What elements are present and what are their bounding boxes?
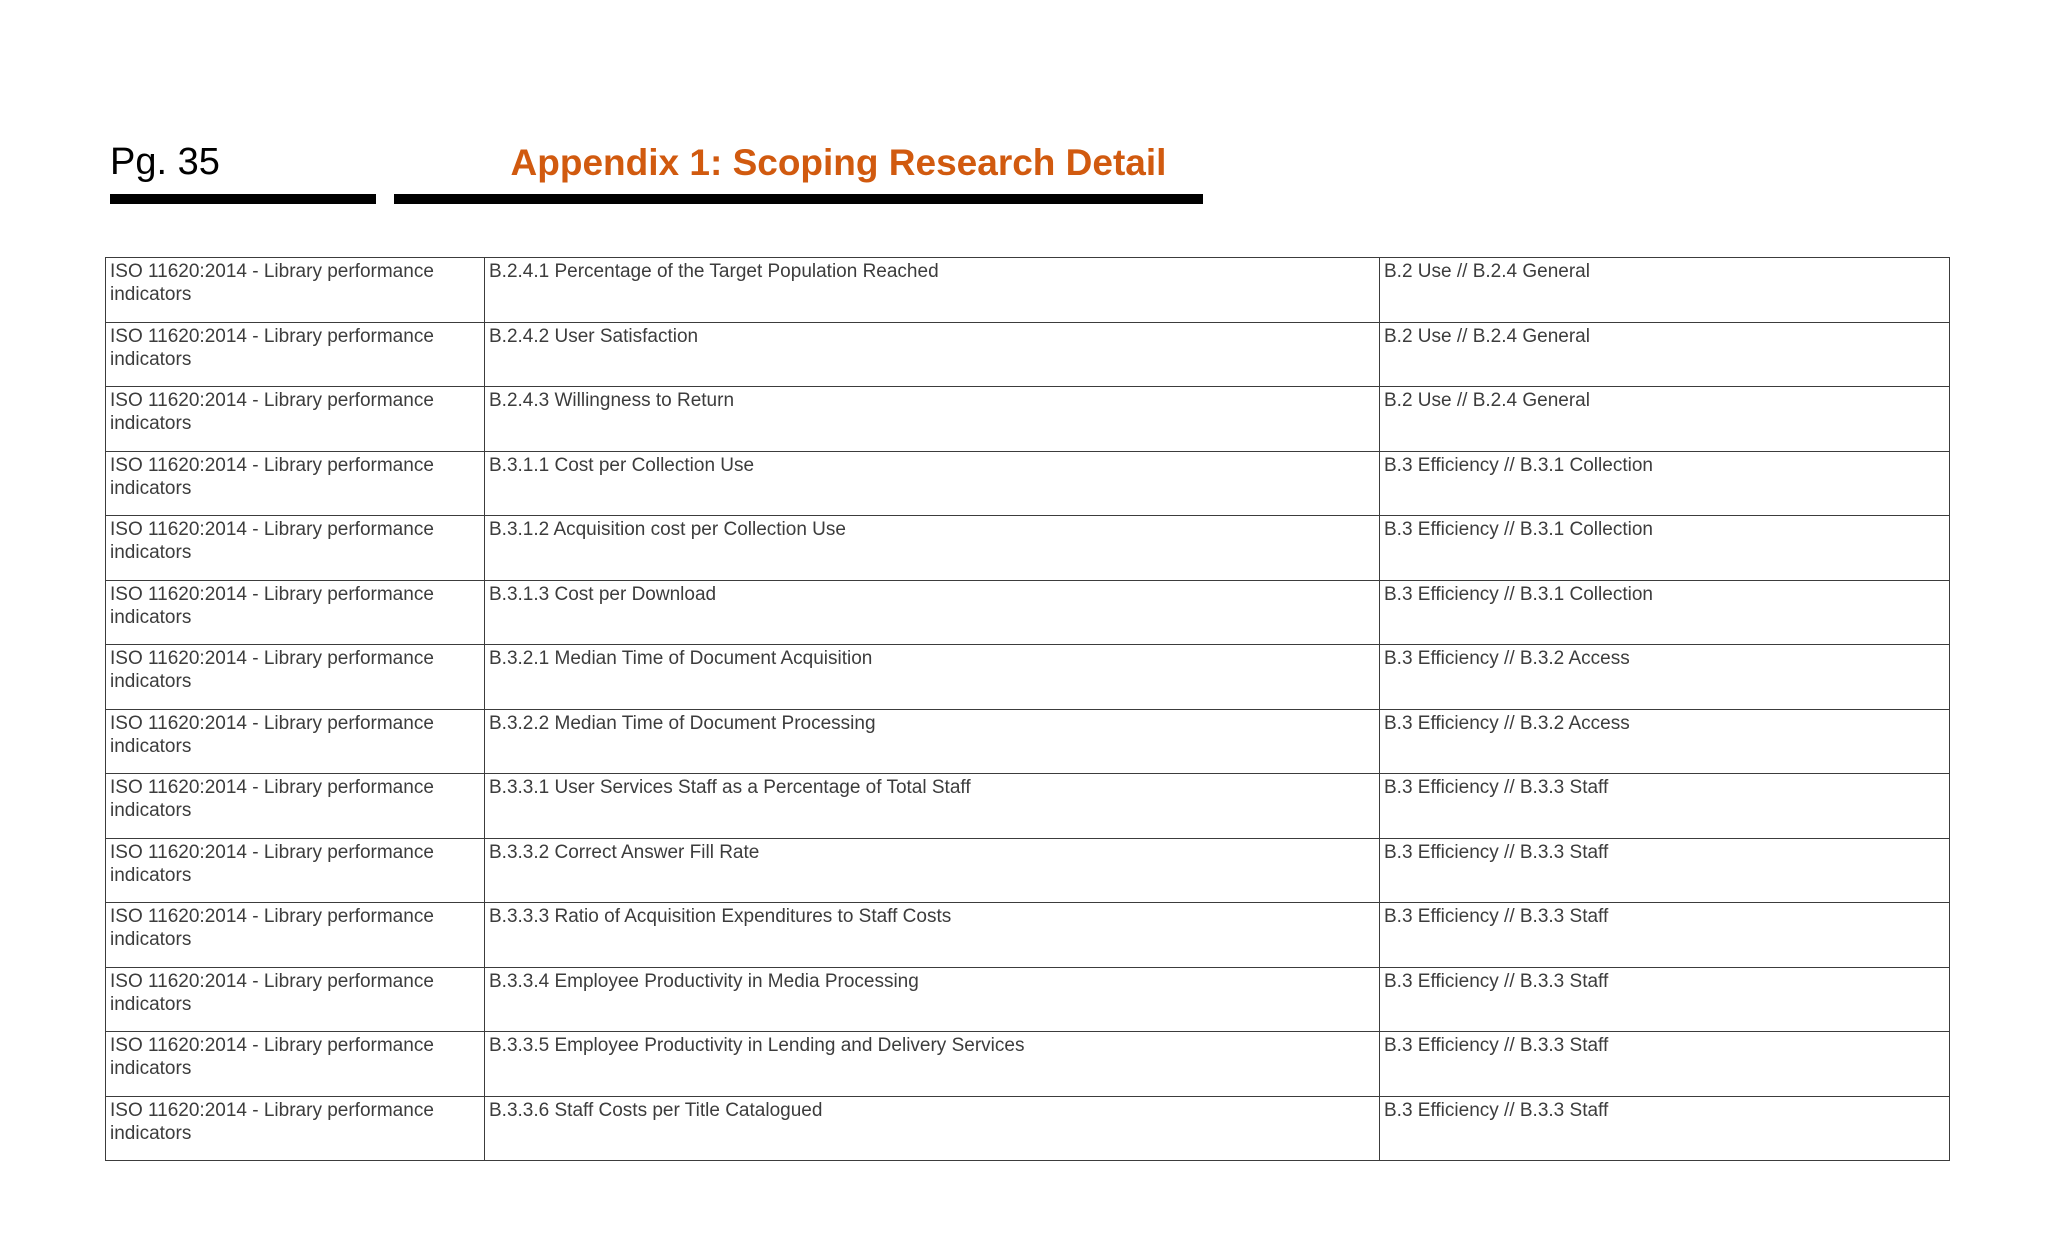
table-cell-source: ISO 11620:2014 - Library performance indicators xyxy=(106,322,485,387)
table-cell-category: B.2 Use // B.2.4 General xyxy=(1380,387,1950,452)
table-row xyxy=(106,387,1950,452)
table-cell-indicator: B.3.3.3 Ratio of Acquisition Expenditures to Staff Costs xyxy=(485,903,1380,968)
table-cell-category: B.3 Efficiency // B.3.3 Staff xyxy=(1380,1032,1950,1097)
table-row xyxy=(106,838,1950,903)
table-cell-source: ISO 11620:2014 - Library performance indicators xyxy=(106,967,485,1032)
indicator-table xyxy=(105,257,1950,1161)
table-cell-source: ISO 11620:2014 - Library performance indicators xyxy=(106,1032,485,1097)
table-cell-indicator: B.2.4.2 User Satisfaction xyxy=(485,322,1380,387)
table-cell-indicator: B.3.3.5 Employee Productivity in Lending and Delivery Services xyxy=(485,1032,1380,1097)
table-cell-source: ISO 11620:2014 - Library performance indicators xyxy=(106,903,485,968)
table-cell-source: ISO 11620:2014 - Library performance indicators xyxy=(106,451,485,516)
table-cell-category: B.3 Efficiency // B.3.3 Staff xyxy=(1380,838,1950,903)
table-cell-indicator: B.3.2.1 Median Time of Document Acquisition xyxy=(485,645,1380,710)
table-row xyxy=(106,645,1950,710)
table-cell-category: B.3 Efficiency // B.3.1 Collection xyxy=(1380,516,1950,581)
table-cell-source: ISO 11620:2014 - Library performance indicators xyxy=(106,1096,485,1161)
table-cell-source: ISO 11620:2014 - Library performance indicators xyxy=(106,387,485,452)
table-cell-source: ISO 11620:2014 - Library performance indicators xyxy=(106,645,485,710)
table-cell-category: B.3 Efficiency // B.3.3 Staff xyxy=(1380,1096,1950,1161)
table-row xyxy=(106,322,1950,387)
table-cell-category: B.2 Use // B.2.4 General xyxy=(1380,258,1950,323)
table-row xyxy=(106,1032,1950,1097)
table-cell-indicator: B.3.3.1 User Services Staff as a Percentage of Total Staff xyxy=(485,774,1380,839)
table-cell-indicator: B.3.3.4 Employee Productivity in Media Processing xyxy=(485,967,1380,1032)
table-cell-indicator: B.3.1.1 Cost per Collection Use xyxy=(485,451,1380,516)
table-row xyxy=(106,451,1950,516)
table-body xyxy=(106,258,1950,1161)
table-row xyxy=(106,516,1950,581)
table-cell-source: ISO 11620:2014 - Library performance indicators xyxy=(106,258,485,323)
table-cell-indicator: B.3.3.6 Staff Costs per Title Catalogued xyxy=(485,1096,1380,1161)
table-cell-category: B.3 Efficiency // B.3.3 Staff xyxy=(1380,967,1950,1032)
table-cell-category: B.3 Efficiency // B.3.2 Access xyxy=(1380,709,1950,774)
header-rule-left xyxy=(110,194,376,204)
table-cell-indicator: B.3.1.3 Cost per Download xyxy=(485,580,1380,645)
table-row xyxy=(106,967,1950,1032)
indicator-table-wrapper xyxy=(105,257,1949,1161)
table-cell-indicator: B.2.4.3 Willingness to Return xyxy=(485,387,1380,452)
table-cell-category: B.3 Efficiency // B.3.1 Collection xyxy=(1380,451,1950,516)
table-cell-category: B.2 Use // B.2.4 General xyxy=(1380,322,1950,387)
table-row xyxy=(106,903,1950,968)
page-title: Appendix 1: Scoping Research Detail xyxy=(510,142,1167,183)
table-cell-source: ISO 11620:2014 - Library performance indicators xyxy=(106,516,485,581)
table-row xyxy=(106,1096,1950,1161)
table-cell-category: B.3 Efficiency // B.3.3 Staff xyxy=(1380,903,1950,968)
table-cell-category: B.3 Efficiency // B.3.2 Access xyxy=(1380,645,1950,710)
table-cell-indicator: B.3.1.2 Acquisition cost per Collection Use xyxy=(485,516,1380,581)
table-cell-source: ISO 11620:2014 - Library performance indicators xyxy=(106,774,485,839)
header-rule-right xyxy=(394,194,1203,204)
table-cell-source: ISO 11620:2014 - Library performance indicators xyxy=(106,709,485,774)
page-number: Pg. 35 xyxy=(110,141,220,183)
table-row xyxy=(106,709,1950,774)
table-row xyxy=(106,774,1950,839)
table-cell-indicator: B.3.3.2 Correct Answer Fill Rate xyxy=(485,838,1380,903)
table-cell-category: B.3 Efficiency // B.3.3 Staff xyxy=(1380,774,1950,839)
table-cell-source: ISO 11620:2014 - Library performance indicators xyxy=(106,838,485,903)
table-cell-source: ISO 11620:2014 - Library performance indicators xyxy=(106,580,485,645)
table-row xyxy=(106,580,1950,645)
table-row xyxy=(106,258,1950,323)
table-cell-category: B.3 Efficiency // B.3.1 Collection xyxy=(1380,580,1950,645)
table-cell-indicator: B.2.4.1 Percentage of the Target Population Reached xyxy=(485,258,1380,323)
table-cell-indicator: B.3.2.2 Median Time of Document Processing xyxy=(485,709,1380,774)
